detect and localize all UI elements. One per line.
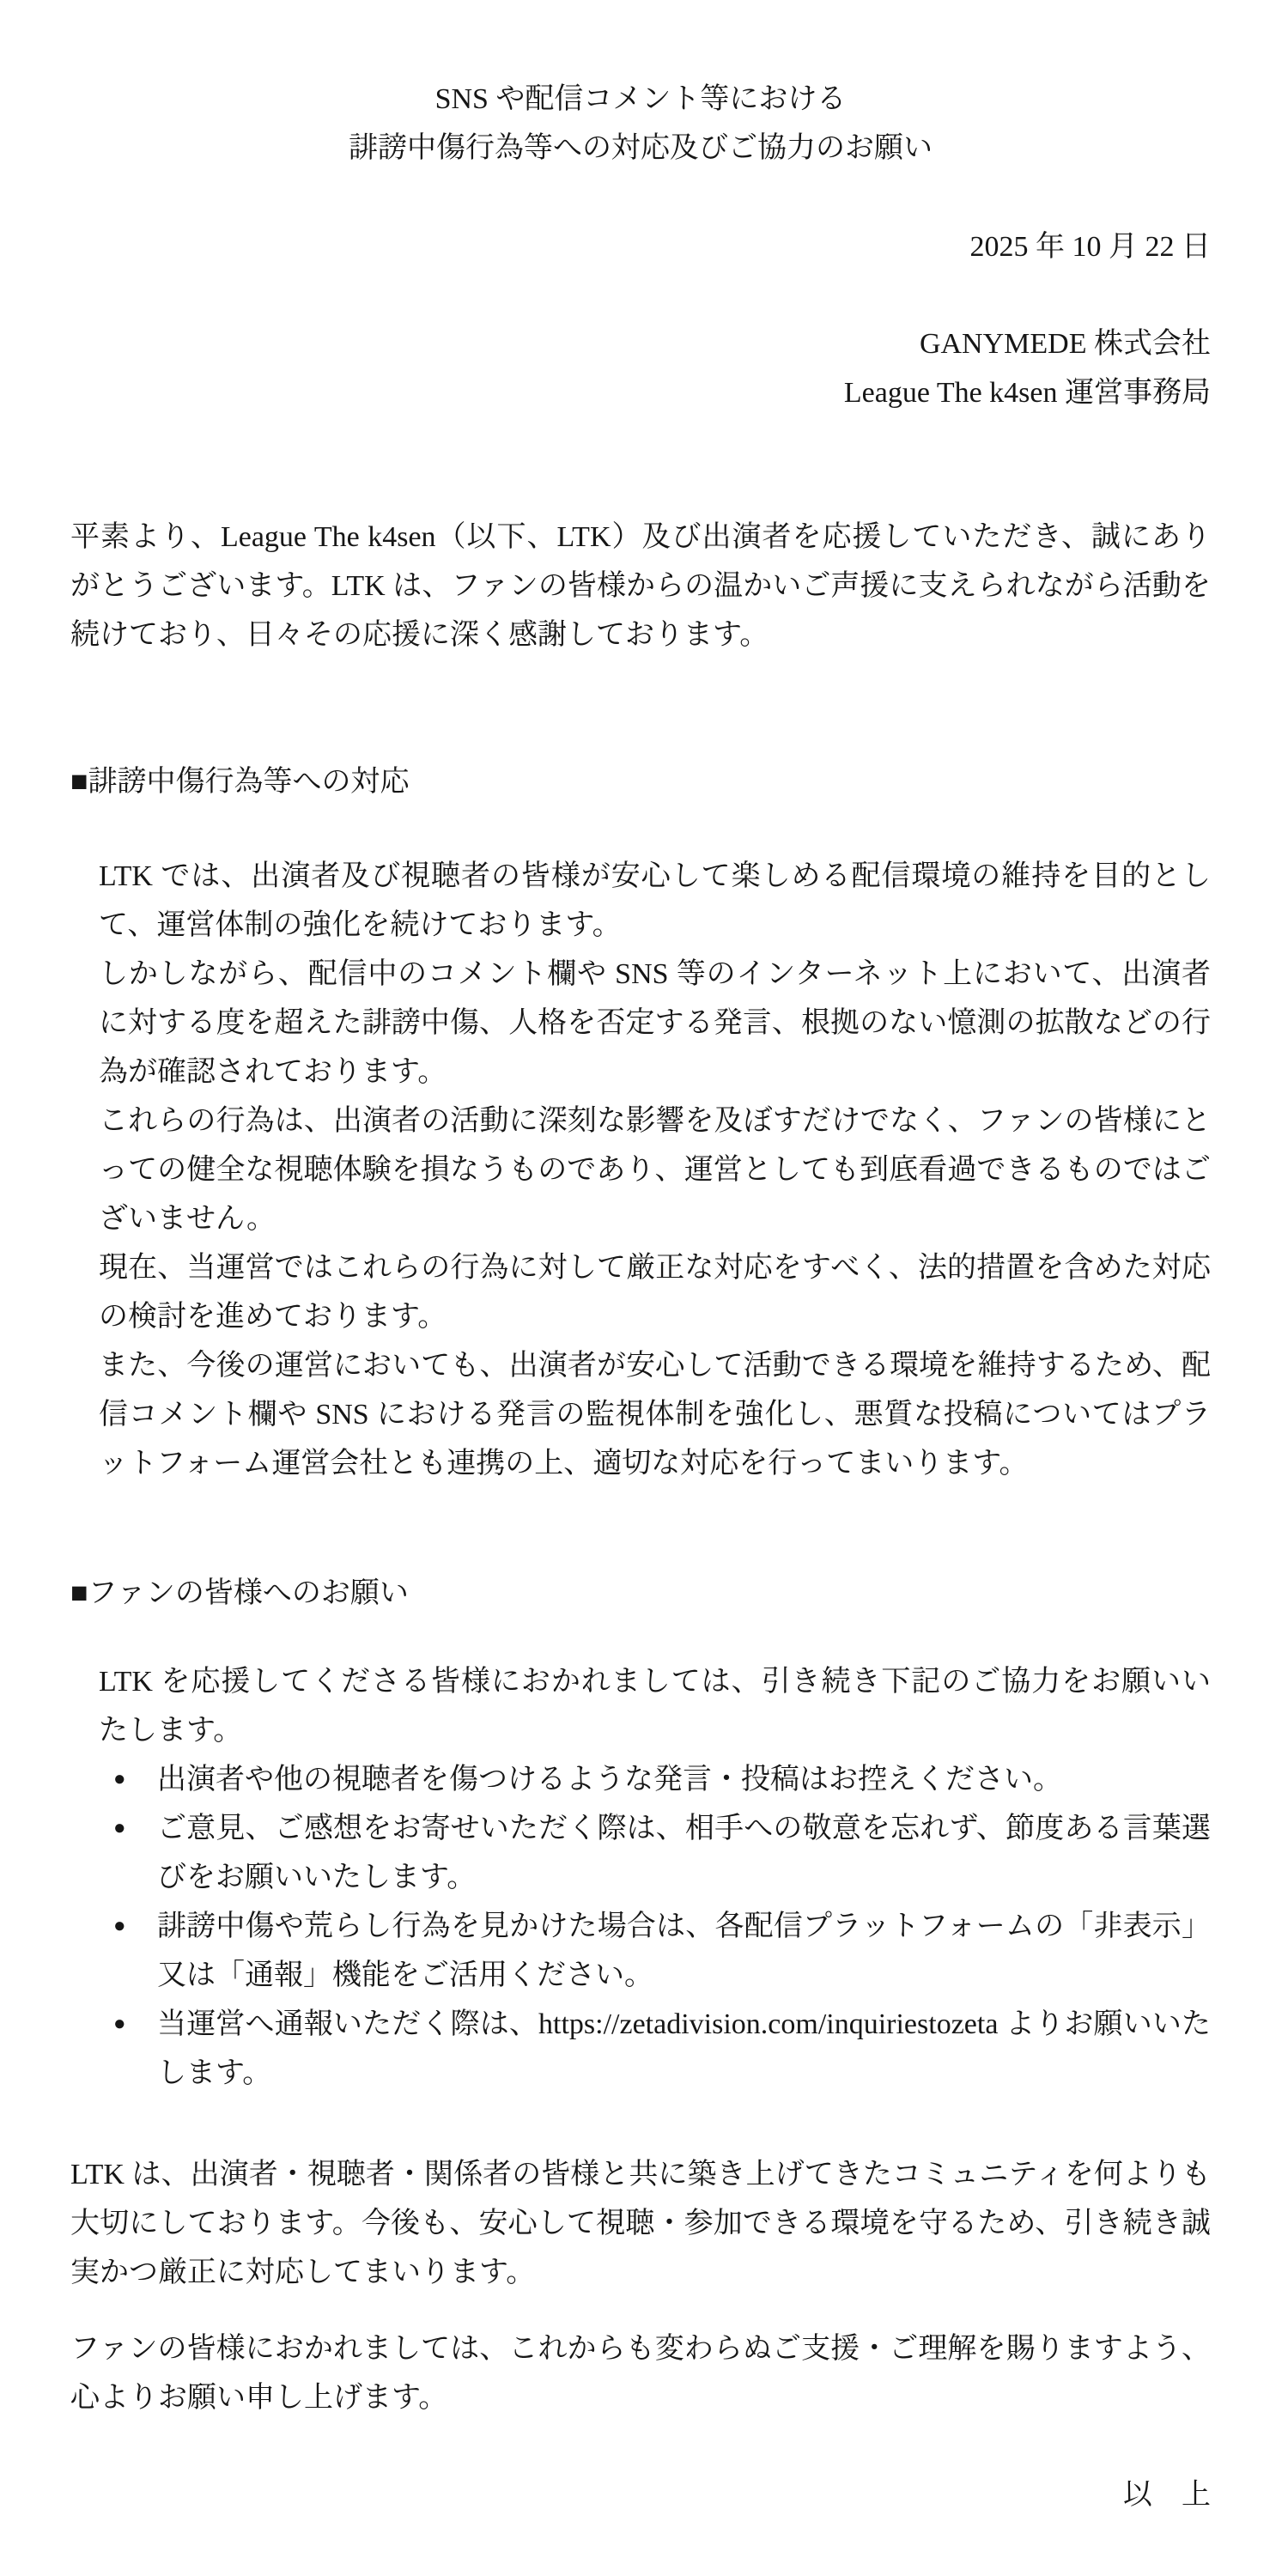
report-instruction-suffix: よりお願いいたします。	[157, 2008, 1212, 2089]
bullet-text: 出演者や他の視聴者を傷つけるような発言・投稿はお控えください。	[157, 1764, 1062, 1795]
section1-paragraph-4: 現在、当運営ではこれらの行為に対して厳正な対応をすべく、法的措置を含めた対応の検討を進めております。	[99, 1252, 1211, 1333]
list-item	[113, 1902, 1211, 2000]
report-instruction-prefix: 当運営へ通報いただく際は、	[157, 2008, 539, 2040]
section1-paragraph-3: これらの行為は、出演者の活動に深刻な影響を及ぼすだけでなく、ファンの皆様にとっての健全な視聴体験を損なうものであり、運営としても到底看過できるものではございません。	[99, 1105, 1211, 1235]
bullet-icon: ●	[113, 1915, 126, 1937]
section1-heading: ■誹謗中傷行為等への対応	[70, 766, 410, 798]
section2-body	[99, 1657, 1211, 2098]
document-date: 2025 年 10 月 22 日	[969, 231, 1211, 263]
bullet-text	[157, 2000, 1211, 2098]
section2-lead: LTK を応援してくださる皆様におかれましては、引き続き下記のご協力をお願いいたします。	[99, 1666, 1211, 1747]
list-item	[113, 1804, 1211, 1902]
report-url-link[interactable]: https://zetadivision.com/inquiriestozeta	[538, 2008, 999, 2040]
list-item	[113, 1755, 1211, 1804]
bullet-icon: ●	[113, 1817, 126, 1839]
bullet-text: ご意見、ご感想をお寄せいただく際は、相手への敬意を忘れず、節度ある言葉選びをお願いいたします。	[157, 1813, 1211, 1893]
document-title	[70, 75, 1211, 173]
request-bullet-list	[113, 1755, 1211, 2098]
section1-paragraph-1: LTK では、出演者及び視聴者の皆様が安心して楽しめる配信環境の維持を目的として、運営体制の強化を続けております。	[99, 860, 1211, 941]
bullet-icon: ●	[113, 1768, 126, 1790]
title-line-1: SNS や配信コメント等における	[434, 83, 847, 115]
organization-name: League The k4sen 運営事務局	[843, 377, 1211, 409]
list-item	[113, 2000, 1211, 2098]
closing-paragraph-1: LTK は、出演者・視聴者・関係者の皆様と共に築き上げてきたコミュニティを何よりも大切にしております。今後も、安心して視聴・参加できる環境を守るため、引き続き誠実かつ厳正に対応してまいります。	[70, 2159, 1211, 2288]
section2-heading: ■ファンの皆様へのお願い	[70, 1577, 409, 1609]
bullet-text: 誹謗中傷や荒らし行為を見かけた場合は、各配信プラットフォームの「非表示」又は「通報」機能をご活用ください。	[157, 1911, 1211, 1991]
section1-paragraph-2: しかしながら、配信中のコメント欄や SNS 等のインターネット上において、出演者に対する度を超えた誹謗中傷、人格を否定する発言、根拠のない憶測の拡散などの行為が確認されております。	[99, 958, 1211, 1088]
bullet-icon: ●	[113, 2013, 126, 2035]
section1-paragraph-5: また、今後の運営においても、出演者が安心して活動できる環境を維持するため、配信コメント欄や SNS における発言の監視体制を強化し、悪質な投稿についてはプラットフォーム運営会社とも連携の上、適切な対応を行ってまいります。	[99, 1350, 1211, 1479]
section1-body	[99, 852, 1211, 1488]
closing-paragraph-2: ファンの皆様におかれましては、これからも変わらぬご支援・ご理解を賜りますよう、心よりお願い申し上げます。	[70, 2333, 1211, 2414]
sender-block	[70, 319, 1211, 417]
intro-paragraph: 平素より、League The k4sen（以下、LTK）及び出演者を応援していただき、誠にありがとうございます。LTK は、ファンの皆様からの温かいご声援に支えられながら活動を続けており、日々その応援に深く感謝しております。	[70, 521, 1211, 651]
title-line-2: 誹謗中傷行為等への対応及びご協力のお願い	[349, 132, 933, 164]
company-name: GANYMEDE 株式会社	[919, 328, 1211, 360]
sign-off: 以 上	[1123, 2479, 1211, 2511]
